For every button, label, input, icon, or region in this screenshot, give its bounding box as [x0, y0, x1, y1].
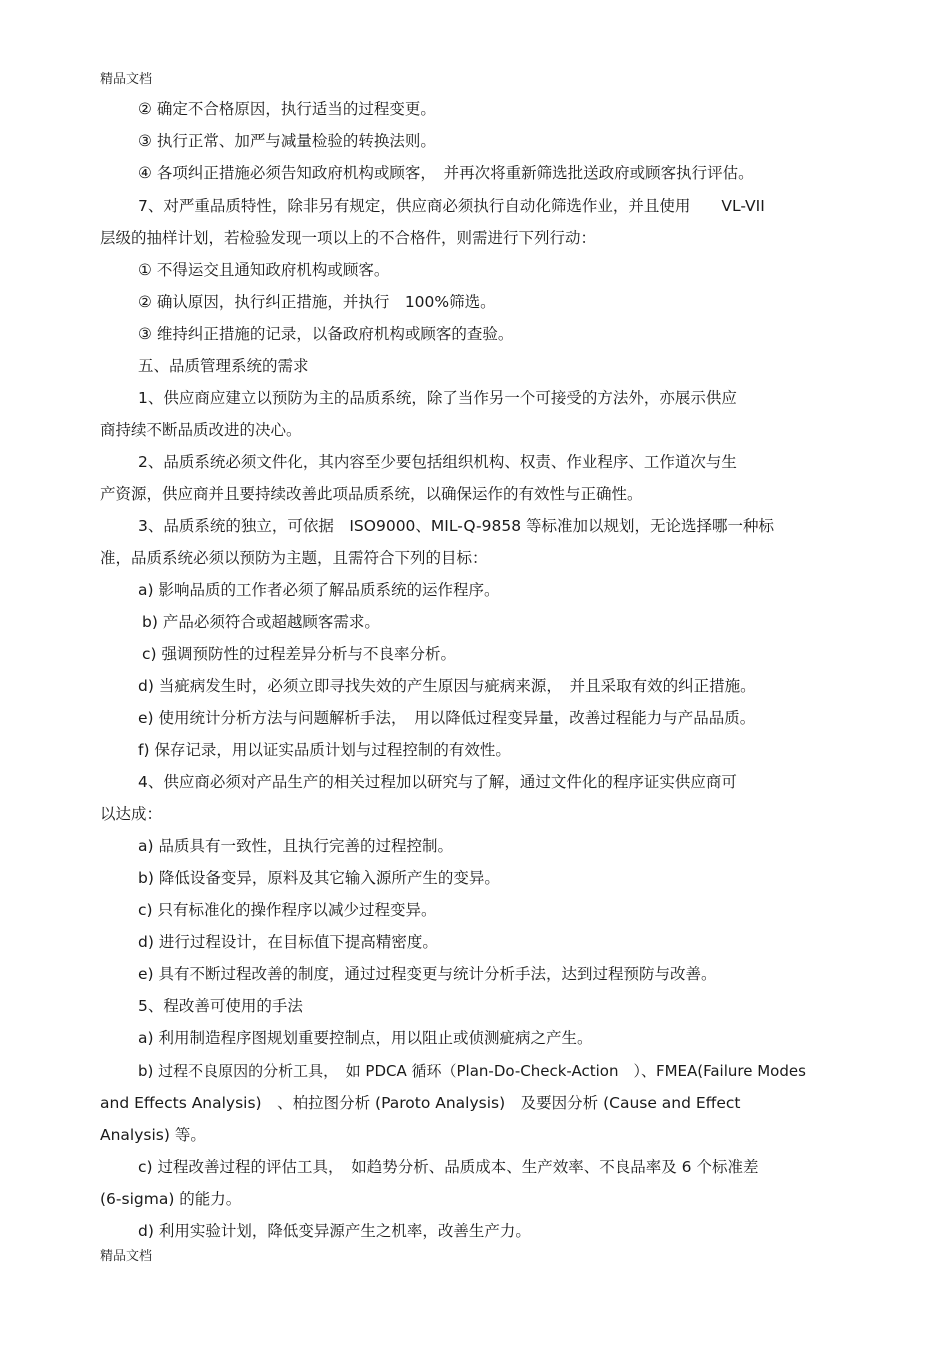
list-item: d) 进行过程设计，在目标值下提高精密度。	[138, 933, 438, 951]
list-item: b) 产品必须符合或超越顾客需求。	[142, 613, 380, 631]
page-footer: 精品文档	[100, 1249, 153, 1264]
text-line: 7、对严重品质特性，除非另有规定，供应商必须执行自动化筛选作业，并且使用 VL-VII	[138, 197, 765, 215]
text-line: ③ 执行正常、加严与减量检验的转换法则。	[138, 132, 436, 150]
list-item: f) 保存记录，用以证实品质计划与过程控制的有效性。	[138, 741, 511, 759]
section-heading: 五、品质管理系统的需求	[138, 357, 309, 375]
list-item: e) 具有不断过程改善的制度，通过过程变更与统计分析手法，达到过程预防与改善。	[138, 965, 717, 983]
list-item: c) 过程改善过程的评估工具， 如趋势分析、品质成本、生产效率、不良品率及 6 个标准差	[138, 1158, 759, 1176]
list-item: a) 影响品质的工作者必须了解品质系统的运作程序。	[138, 581, 500, 599]
text-line: (6-sigma) 的能力。	[100, 1190, 242, 1208]
text-line: ④ 各项纠正措施必须告知政府机构或顾客， 并再次将重新筛选批送政府或顾客执行评估。	[138, 164, 754, 182]
list-item: c) 强调预防性的过程差异分析与不良率分析。	[142, 645, 456, 663]
text-line: 产资源，供应商并且要持续改善此项品质系统，以确保运作的有效性与正确性。	[100, 485, 643, 503]
text-line: 1、供应商应建立以预防为主的品质系统，除了当作另一个可接受的方法外，亦展示供应	[138, 389, 737, 407]
text-line: Analysis) 等。	[100, 1126, 206, 1144]
text-line: 3、品质系统的独立，可依据 ISO9000、MIL-Q-9858 等标准加以规划，无论选择哪一种标	[138, 517, 774, 535]
list-item: b) 降低设备变异，原料及其它输入源所产生的变异。	[138, 869, 500, 887]
text-line: ① 不得运交且通知政府机构或顾客。	[138, 261, 390, 279]
text-line: ② 确认原因，执行纠正措施，并执行 100%筛选。	[138, 293, 496, 311]
list-item: a) 品质具有一致性，且执行完善的过程控制。	[138, 837, 453, 855]
text-line: 以达成：	[100, 805, 163, 823]
text-line: 4、供应商必须对产品生产的相关过程加以研究与了解，通过文件化的程序证实供应商可	[138, 773, 737, 791]
text-line: ③ 维持纠正措施的记录，以备政府机构或顾客的查验。	[138, 325, 514, 343]
text-line: 层级的抽样计划，若检验发现一项以上的不合格件，则需进行下列行动：	[100, 229, 597, 247]
text-line: 准，品质系统必须以预防为主题，且需符合下列的目标：	[100, 549, 488, 567]
text-line: 5、程改善可使用的手法	[138, 997, 303, 1015]
text-line: and Effects Analysis) 、柏拉图分析 (Paroto Analysis) 及要因分析 (Cause and Effect	[100, 1094, 741, 1112]
list-item: c) 只有标准化的操作程序以减少过程变异。	[138, 901, 437, 919]
list-item: d) 利用实验计划，降低变异源产生之机率，改善生产力。	[138, 1222, 531, 1240]
page-header: 精品文档	[100, 72, 153, 87]
list-item: b) 过程不良原因的分析工具， 如 PDCA 循环（Plan-Do-Check-Action ）、FMEA(Failure Modes	[138, 1062, 806, 1080]
list-item: e) 使用统计分析方法与问题解析手法， 用以降低过程变异量，改善过程能力与产品品质。	[138, 709, 756, 727]
text-line: 2、品质系统必须文件化，其内容至少要包括组织机构、权责、作业程序、工作道次与生	[138, 453, 737, 471]
list-item: d) 当疵病发生时，必须立即寻找失效的产生原因与疵病来源， 并且采取有效的纠正措施。	[138, 677, 756, 695]
text-line: ② 确定不合格原因，执行适当的过程变更。	[138, 100, 436, 118]
list-item: a) 利用制造程序图规划重要控制点，用以阻止或侦测疵病之产生。	[138, 1029, 593, 1047]
text-line: 商持续不断品质改进的决心。	[100, 421, 302, 439]
